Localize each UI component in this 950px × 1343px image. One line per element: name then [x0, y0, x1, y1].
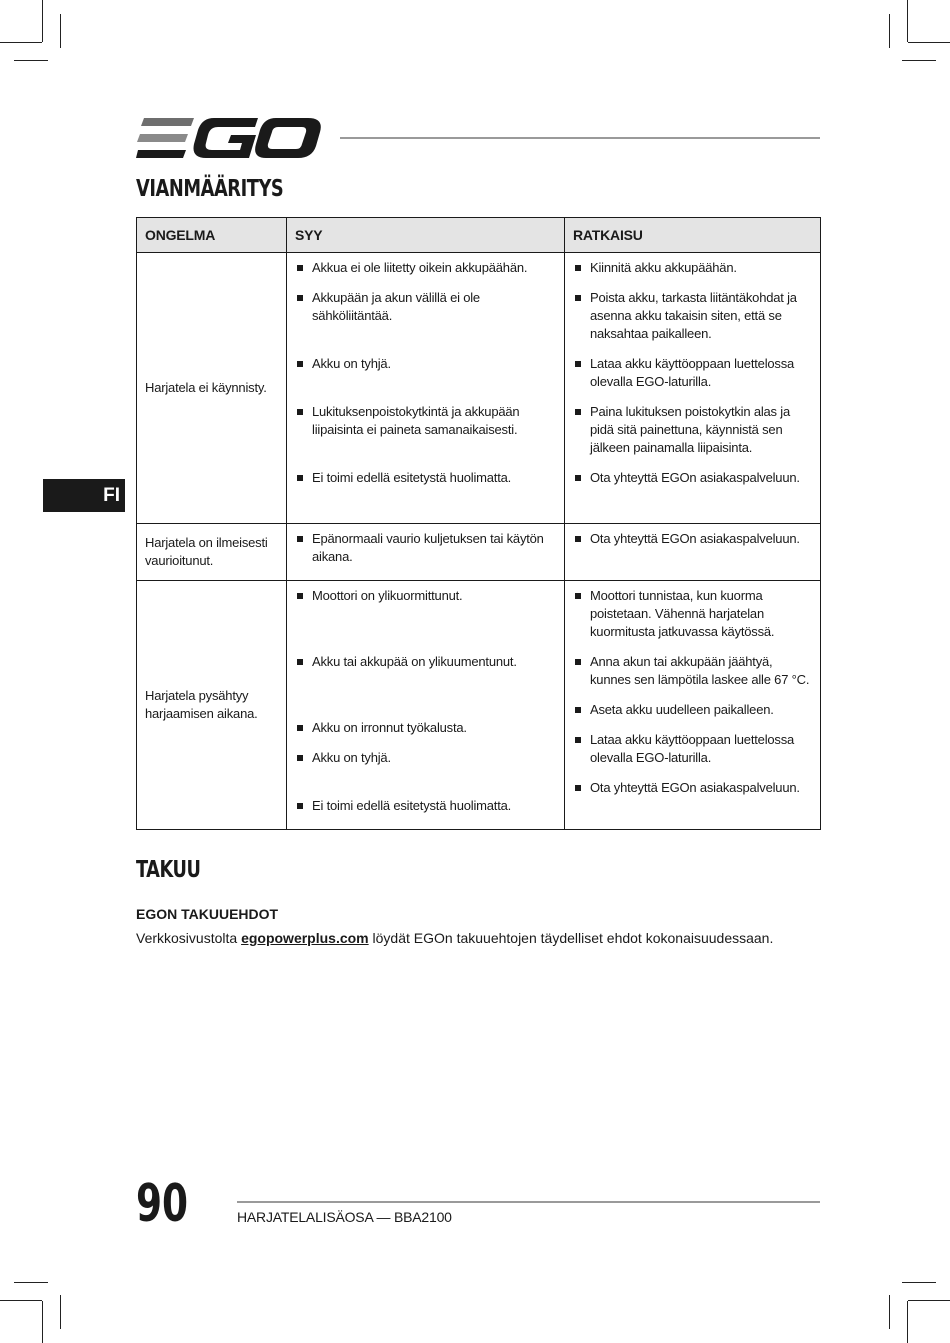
crop-mark — [14, 60, 48, 61]
solution-item — [575, 587, 812, 641]
cause-text: Akku on tyhjä. — [312, 356, 391, 371]
cause-text: Ei toimi edellä esitetystä huolimatta. — [312, 798, 512, 813]
cause-text: Akkupään ja akun välillä ei ole sähköliitäntää. — [312, 290, 480, 323]
bullet-icon — [297, 659, 303, 665]
bullet-icon — [297, 725, 303, 731]
warranty-text-before: Verkkosivustolta — [136, 930, 242, 946]
bullet-icon — [297, 295, 303, 301]
solution-text: Poista akku, tarkasta liitäntäkohdat ja asenna akku takaisin siten, että se naksahtaa paikalleen. — [590, 290, 797, 341]
cause-text: Akkua ei ole liitetty oikein akkupäähän. — [312, 260, 528, 275]
solution-text: Paina lukituksen poistokytkin alas ja pidä sitä painettuna, käynnistä sen jälkeen painamalla liipaisinta. — [590, 404, 790, 455]
ego-logo — [136, 116, 322, 160]
cause-item — [297, 469, 556, 487]
cause-text: Ei toimi edellä esitetystä huolimatta. — [312, 470, 512, 485]
bullet-icon — [575, 361, 581, 367]
crop-mark — [908, 42, 950, 43]
cause-item — [297, 587, 556, 641]
cause-text: Moottori on ylikuormittunut. — [312, 588, 463, 603]
troubleshooting-title: VIANMÄÄRITYS — [136, 176, 284, 202]
bullet-icon — [575, 409, 581, 415]
solution-item — [575, 403, 812, 457]
cause-item — [297, 719, 556, 737]
cause-item — [297, 530, 556, 566]
crop-mark — [0, 1300, 42, 1301]
cause-item — [297, 355, 556, 391]
footer-rule — [237, 1201, 820, 1203]
problem-cell: Harjatela ei käynnisty. — [137, 253, 287, 524]
bullet-icon — [575, 659, 581, 665]
table-row — [137, 524, 821, 581]
table-header-row — [137, 218, 821, 253]
cause-text: Lukituksenpoistokytkintä ja akkupään liipaisinta ei paineta samanaikaisesti. — [312, 404, 520, 437]
header-rule — [340, 137, 820, 139]
crop-mark — [42, 0, 43, 42]
solution-text: Kiinnitä akku akkupäähän. — [590, 260, 737, 275]
warranty-title: TAKUU — [136, 857, 201, 883]
crop-mark — [0, 42, 42, 43]
crop-mark — [42, 1301, 43, 1343]
bullet-icon — [575, 707, 581, 713]
solution-text: Anna akun tai akkupään jäähtyä, kunnes sen lämpötila laskee alle 67 °C. — [590, 654, 810, 687]
bullet-icon — [297, 593, 303, 599]
cause-text: Akku on irronnut työkalusta. — [312, 720, 467, 735]
solution-item — [575, 289, 812, 343]
page-number: 90 — [136, 1174, 189, 1234]
cause-cell — [287, 581, 565, 830]
solution-item — [575, 469, 812, 487]
cause-cell — [287, 524, 565, 581]
column-header-cause: SYY — [287, 218, 565, 253]
bullet-icon — [297, 409, 303, 415]
solution-text: Lataa akku käyttöoppaan luettelossa olevalla EGO-laturilla. — [590, 732, 795, 765]
bullet-icon — [297, 803, 303, 809]
solution-text: Ota yhteyttä EGOn asiakaspalveluun. — [590, 470, 800, 485]
footer-product: HARJATELALISÄOSA — BBA2100 — [237, 1209, 452, 1225]
bullet-icon — [297, 755, 303, 761]
language-tab: FI — [43, 479, 125, 512]
solution-cell — [565, 581, 821, 830]
column-header-solution: RATKAISU — [565, 218, 821, 253]
cause-text: Epänormaali vaurio kuljetuksen tai käytön aikana. — [312, 531, 544, 564]
solution-text: Lataa akku käyttöoppaan luettelossa olevalla EGO-laturilla. — [590, 356, 795, 389]
crop-mark — [14, 1282, 48, 1283]
solution-item — [575, 530, 812, 548]
crop-mark — [908, 1300, 950, 1301]
crop-mark — [907, 1301, 908, 1343]
cause-item — [297, 653, 556, 707]
bullet-icon — [575, 536, 581, 542]
cause-text: Akku tai akkupää on ylikuumentunut. — [312, 654, 517, 669]
bullet-icon — [575, 295, 581, 301]
cause-item — [297, 403, 556, 457]
crop-mark — [889, 1295, 890, 1329]
problem-cell: Harjatela on ilmeisesti vaurioitunut. — [137, 524, 287, 581]
solution-text: Ota yhteyttä EGOn asiakaspalveluun. — [590, 780, 800, 795]
solution-item — [575, 779, 812, 797]
troubleshooting-table — [136, 217, 821, 830]
column-header-problem: ONGELMA — [137, 218, 287, 253]
solution-cell — [565, 253, 821, 524]
bullet-icon — [297, 361, 303, 367]
bullet-icon — [575, 785, 581, 791]
bullet-icon — [297, 536, 303, 542]
crop-mark — [902, 60, 936, 61]
cause-cell — [287, 253, 565, 524]
bullet-icon — [575, 593, 581, 599]
cause-item — [297, 749, 556, 785]
solution-item — [575, 653, 812, 689]
bullet-icon — [297, 475, 303, 481]
bullet-icon — [575, 265, 581, 271]
warranty-link[interactable]: egopowerplus.com — [241, 930, 369, 946]
solution-text: Moottori tunnistaa, kun kuorma poistetaan. Vähennä harjatelan kuormitusta jatkuvassa käytössä. — [590, 588, 775, 639]
solution-item — [575, 701, 812, 719]
cause-item — [297, 289, 556, 343]
solution-item — [575, 355, 812, 391]
warranty-subtitle: EGON TAKUUEHDOT — [136, 906, 279, 922]
cause-item — [297, 259, 556, 277]
crop-mark — [907, 0, 908, 42]
cause-item — [297, 797, 556, 815]
crop-mark — [60, 1295, 61, 1329]
cause-text: Akku on tyhjä. — [312, 750, 391, 765]
bullet-icon — [575, 475, 581, 481]
solution-cell — [565, 524, 821, 581]
crop-mark — [889, 14, 890, 48]
crop-mark — [60, 14, 61, 48]
bullet-icon — [297, 265, 303, 271]
crop-mark — [902, 1282, 936, 1283]
table-row — [137, 253, 821, 524]
problem-cell: Harjatela pysähtyy harjaamisen aikana. — [137, 581, 287, 830]
solution-text: Aseta akku uudelleen paikalleen. — [590, 702, 774, 717]
table-row — [137, 581, 821, 830]
warranty-text-after: löydät EGOn takuuehtojen täydelliset ehdot kokonaisuudessaan. — [368, 930, 774, 946]
bullet-icon — [575, 737, 581, 743]
solution-item — [575, 259, 812, 277]
warranty-paragraph — [136, 930, 773, 946]
solution-item — [575, 731, 812, 767]
solution-text: Ota yhteyttä EGOn asiakaspalveluun. — [590, 531, 800, 546]
